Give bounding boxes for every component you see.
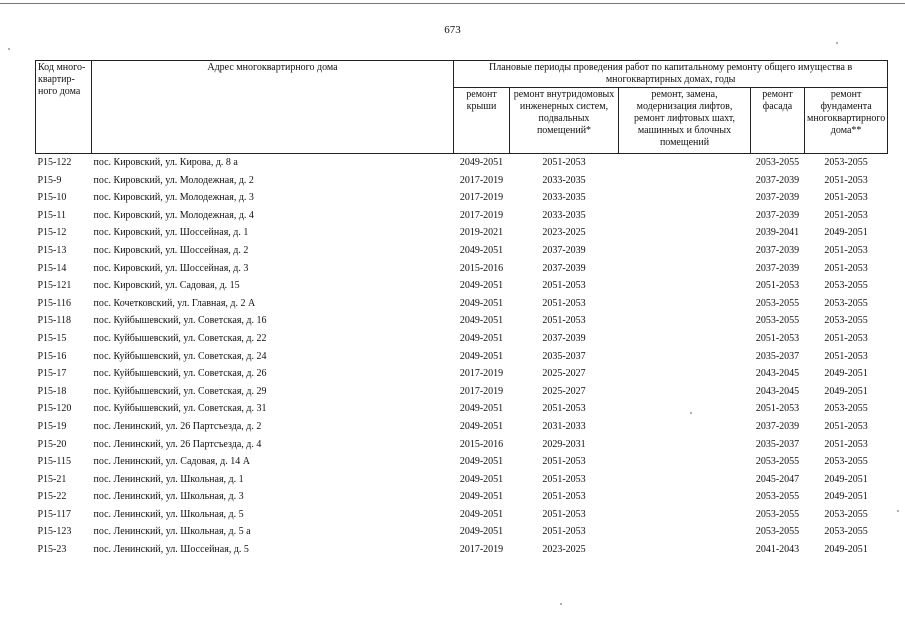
cell-elevators (619, 365, 751, 383)
cell-address: пос. Ленинский, ул. Школьная, д. 5 а (93, 526, 251, 538)
cell-elevators (619, 541, 751, 559)
table-row (36, 295, 888, 313)
scan-speck (836, 42, 838, 44)
table-row (36, 330, 888, 348)
cell-code: Р15-122 (37, 157, 72, 168)
cell-systems: 2037-2039 (542, 262, 586, 274)
cell-elevators (619, 260, 751, 278)
cell-foundation: 2053-2055 (824, 456, 868, 468)
cell-roof: 2019-2021 (459, 227, 504, 239)
cell-code: Р15-12 (37, 227, 67, 239)
cell-code: Р15-16 (37, 350, 67, 362)
header-code: Код много-квартир-ного дома (36, 61, 92, 154)
cell-roof: 2015-2016 (459, 438, 504, 450)
cell-elevators (619, 330, 751, 348)
cell-address: пос. Кировский, ул. Молодежная, д. 3 (93, 192, 254, 204)
header-systems: ремонт внутридомовых инженерных систем, подвальных помещений* (510, 88, 619, 154)
cell-elevators (619, 488, 751, 506)
cell-foundation: 2051-2053 (824, 262, 868, 274)
cell-code: Р15-120 (37, 403, 72, 415)
cell-systems: 2033-2035 (542, 192, 586, 204)
table-row (36, 523, 888, 541)
cell-address: пос. Куйбышевский, ул. Советская, д. 24 (93, 350, 267, 362)
cell-address: пос. Ленинский, ул. 26 Партсъезда, д. 2 (93, 420, 262, 432)
cell-facade: 2037-2039 (755, 262, 800, 274)
cell-systems: 2025-2027 (542, 385, 586, 397)
cell-elevators (619, 506, 751, 524)
cell-roof: 2049-2051 (459, 350, 504, 362)
cell-elevators (619, 242, 751, 260)
cell-facade: 2053-2055 (755, 456, 800, 468)
header-roof: ремонт крыши (454, 88, 510, 154)
cell-foundation: 2053-2055 (824, 315, 868, 327)
cell-elevators (619, 523, 751, 541)
cell-facade: 2053-2055 (755, 526, 800, 538)
cell-foundation: 2053-2055 (824, 526, 868, 538)
cell-elevators (619, 295, 751, 313)
cell-roof: 2049-2051 (459, 297, 504, 309)
cell-systems: 2037-2039 (542, 244, 586, 256)
cell-roof: 2049-2051 (459, 280, 504, 292)
cell-foundation: 2049-2051 (824, 385, 868, 397)
cell-address: пос. Куйбышевский, ул. Советская, д. 22 (93, 332, 267, 344)
cell-elevators (619, 471, 751, 489)
table-row (36, 312, 888, 330)
cell-foundation: 2049-2051 (824, 473, 868, 485)
cell-code: Р15-13 (37, 244, 67, 256)
cell-roof: 2017-2019 (459, 368, 504, 380)
cell-facade: 2037-2039 (755, 244, 800, 256)
cell-code: Р15-115 (37, 456, 72, 468)
cell-facade: 2045-2047 (755, 473, 800, 485)
cell-facade: 2039-2041 (755, 227, 800, 239)
cell-systems: 2029-2031 (542, 438, 586, 450)
table-row (36, 365, 888, 383)
cell-facade: 2053-2055 (755, 491, 800, 503)
header-foundation: ремонт фундамента многоквартирного дома** (805, 88, 888, 154)
cell-elevators (619, 224, 751, 242)
cell-elevators (619, 436, 751, 454)
cell-code: Р15-117 (37, 508, 72, 520)
cell-code: Р15-118 (37, 315, 72, 327)
cell-roof: 2017-2019 (459, 192, 504, 204)
cell-systems: 2031-2033 (542, 420, 586, 432)
table-row (36, 383, 888, 401)
cell-foundation: 2051-2053 (824, 209, 868, 221)
cell-address: пос. Ленинский, ул. Школьная, д. 5 (93, 508, 244, 520)
cell-foundation: 2053-2055 (824, 297, 868, 309)
cell-code: Р15-15 (37, 332, 67, 344)
cell-roof: 2049-2051 (459, 526, 504, 538)
cell-elevators (619, 400, 751, 418)
cell-code: Р15-17 (37, 368, 67, 380)
cell-facade: 2043-2045 (755, 368, 800, 380)
cell-systems: 2033-2035 (542, 174, 586, 186)
header-facade: ремонт фасада (751, 88, 805, 154)
cell-address: пос. Кировский, ул. Шоссейная, д. 2 (93, 244, 249, 256)
cell-facade: 2053-2055 (755, 315, 800, 327)
cell-systems: 2051-2053 (542, 526, 586, 538)
cell-address: пос. Кировский, ул. Кирова, д. 8 а (93, 157, 238, 168)
cell-facade: 2037-2039 (755, 174, 800, 186)
table-row (36, 418, 888, 436)
cell-address: пос. Кировский, ул. Шоссейная, д. 1 (93, 227, 249, 239)
cell-roof: 2049-2051 (459, 332, 504, 344)
cell-address: пос. Ленинский, ул. 26 Партсъезда, д. 4 (93, 438, 262, 450)
cell-code: Р15-14 (37, 262, 67, 274)
cell-facade: 2051-2053 (755, 332, 800, 344)
cell-facade: 2051-2053 (755, 403, 800, 415)
page-number: 673 (444, 24, 461, 36)
cell-roof: 2017-2019 (459, 209, 504, 221)
cell-roof: 2049-2051 (459, 456, 504, 468)
table-row (36, 260, 888, 278)
cell-roof: 2049-2051 (459, 244, 504, 256)
cell-systems: 2051-2053 (542, 297, 586, 309)
cell-elevators (619, 277, 751, 295)
cell-foundation: 2049-2051 (824, 227, 868, 239)
cell-facade: 2043-2045 (755, 385, 800, 397)
cell-elevators (619, 154, 751, 172)
table-row (36, 277, 888, 295)
cell-foundation: 2049-2051 (824, 544, 868, 556)
cell-facade: 2053-2055 (755, 157, 800, 168)
cell-elevators (619, 453, 751, 471)
cell-address: пос. Куйбышевский, ул. Советская, д. 29 (93, 385, 267, 397)
cell-systems: 2037-2039 (542, 332, 586, 344)
cell-elevators (619, 207, 751, 225)
cell-code: Р15-22 (37, 491, 67, 503)
cell-roof: 2049-2051 (459, 508, 504, 520)
cell-code: Р15-21 (37, 473, 67, 485)
table-row (36, 224, 888, 242)
cell-systems: 2051-2053 (542, 403, 586, 415)
cell-foundation: 2051-2053 (824, 420, 868, 432)
cell-roof: 2017-2019 (459, 174, 504, 186)
cell-code: Р15-9 (37, 174, 62, 186)
cell-systems: 2051-2053 (542, 491, 586, 503)
cell-code: Р15-11 (37, 209, 67, 221)
cell-systems: 2051-2053 (542, 456, 586, 468)
cell-foundation: 2049-2051 (824, 491, 868, 503)
cell-facade: 2037-2039 (755, 209, 800, 221)
cell-elevators (619, 312, 751, 330)
cell-facade: 2035-2037 (755, 350, 800, 362)
cell-roof: 2015-2016 (459, 262, 504, 274)
cell-code: Р15-121 (37, 280, 72, 292)
cell-address: пос. Кировский, ул. Садовая, д. 15 (93, 280, 240, 292)
header-elevators: ремонт, замена, модернизация лифтов, ремонт лифтовых шахт, машинных и блочных помещений (619, 88, 751, 154)
cell-roof: 2049-2051 (459, 491, 504, 503)
cell-systems: 2051-2053 (542, 508, 586, 520)
cell-systems: 2025-2027 (542, 368, 586, 380)
cell-address: пос. Кочетковский, ул. Главная, д. 2 А (93, 297, 256, 309)
cell-elevators (619, 172, 751, 190)
cell-foundation: 2053-2055 (824, 280, 868, 292)
cell-code: Р15-20 (37, 438, 67, 450)
cell-roof: 2049-2051 (459, 157, 504, 168)
table-row (36, 348, 888, 366)
cell-foundation: 2053-2055 (824, 157, 868, 168)
cell-address: пос. Кировский, ул. Молодежная, д. 2 (93, 174, 254, 186)
cell-systems: 2051-2053 (542, 473, 586, 485)
cell-elevators (619, 189, 751, 207)
cell-foundation: 2051-2053 (824, 192, 868, 204)
cell-code: Р15-10 (37, 192, 67, 204)
cell-address: пос. Куйбышевский, ул. Советская, д. 31 (93, 403, 267, 415)
cell-elevators (619, 418, 751, 436)
cell-systems: 2023-2025 (542, 227, 586, 239)
cell-foundation: 2051-2053 (824, 244, 868, 256)
header-address: Адрес многоквартирного дома (92, 61, 454, 154)
scan-speck (8, 48, 10, 50)
table-row (36, 541, 888, 559)
table-row (36, 488, 888, 506)
cell-address: пос. Кировский, ул. Шоссейная, д. 3 (93, 262, 249, 274)
cell-systems: 2035-2037 (542, 350, 586, 362)
cell-address: пос. Ленинский, ул. Школьная, д. 1 (93, 473, 244, 485)
header-periods: Плановые периоды проведения работ по капитальному ремонту общего имущества в многоквартирных домах, годы (454, 61, 888, 88)
cell-address: пос. Ленинский, ул. Школьная, д. 3 (93, 491, 244, 503)
table-row (36, 207, 888, 225)
cell-code: Р15-23 (37, 544, 67, 556)
cell-address: пос. Кировский, ул. Молодежная, д. 4 (93, 209, 254, 221)
top-rule (0, 3, 905, 4)
cell-elevators (619, 348, 751, 366)
cell-foundation: 2051-2053 (824, 438, 868, 450)
table-row (36, 242, 888, 260)
scan-speck (690, 412, 692, 414)
table-row (36, 453, 888, 471)
cell-roof: 2049-2051 (459, 403, 504, 415)
table-body (36, 154, 888, 559)
repair-schedule-table (35, 60, 888, 559)
cell-facade: 2035-2037 (755, 438, 800, 450)
table-row (36, 436, 888, 454)
cell-address: пос. Куйбышевский, ул. Советская, д. 16 (93, 315, 267, 327)
table-row (36, 154, 888, 172)
cell-roof: 2017-2019 (459, 544, 504, 556)
cell-code: Р15-116 (37, 297, 72, 309)
cell-foundation: 2053-2055 (824, 403, 868, 415)
table-row (36, 506, 888, 524)
table-row (36, 189, 888, 207)
cell-code: Р15-123 (37, 526, 72, 538)
scan-speck (560, 603, 562, 605)
table-row (36, 471, 888, 489)
cell-roof: 2049-2051 (459, 420, 504, 432)
cell-facade: 2053-2055 (755, 297, 800, 309)
cell-systems: 2033-2035 (542, 209, 586, 221)
cell-address: пос. Куйбышевский, ул. Советская, д. 26 (93, 368, 267, 380)
cell-roof: 2049-2051 (459, 473, 504, 485)
cell-foundation: 2049-2051 (824, 368, 868, 380)
cell-roof: 2049-2051 (459, 315, 504, 327)
scan-speck (897, 510, 899, 512)
cell-facade: 2051-2053 (755, 280, 800, 292)
cell-facade: 2037-2039 (755, 420, 800, 432)
cell-foundation: 2051-2053 (824, 174, 868, 186)
cell-address: пос. Ленинский, ул. Садовая, д. 14 А (93, 456, 250, 468)
cell-systems: 2023-2025 (542, 544, 586, 556)
cell-systems: 2051-2053 (542, 280, 586, 292)
cell-facade: 2053-2055 (755, 508, 800, 520)
cell-systems: 2051-2053 (542, 315, 586, 327)
cell-foundation: 2051-2053 (824, 332, 868, 344)
table-row (36, 172, 888, 190)
cell-foundation: 2051-2053 (824, 350, 868, 362)
cell-facade: 2037-2039 (755, 192, 800, 204)
cell-systems: 2051-2053 (542, 157, 586, 168)
cell-facade: 2041-2043 (755, 544, 800, 556)
cell-code: Р15-18 (37, 385, 67, 397)
table-row (36, 400, 888, 418)
cell-address: пос. Ленинский, ул. Шоссейная, д. 5 (93, 544, 249, 556)
cell-foundation: 2053-2055 (824, 508, 868, 520)
cell-code: Р15-19 (37, 420, 67, 432)
cell-roof: 2017-2019 (459, 385, 504, 397)
cell-elevators (619, 383, 751, 401)
